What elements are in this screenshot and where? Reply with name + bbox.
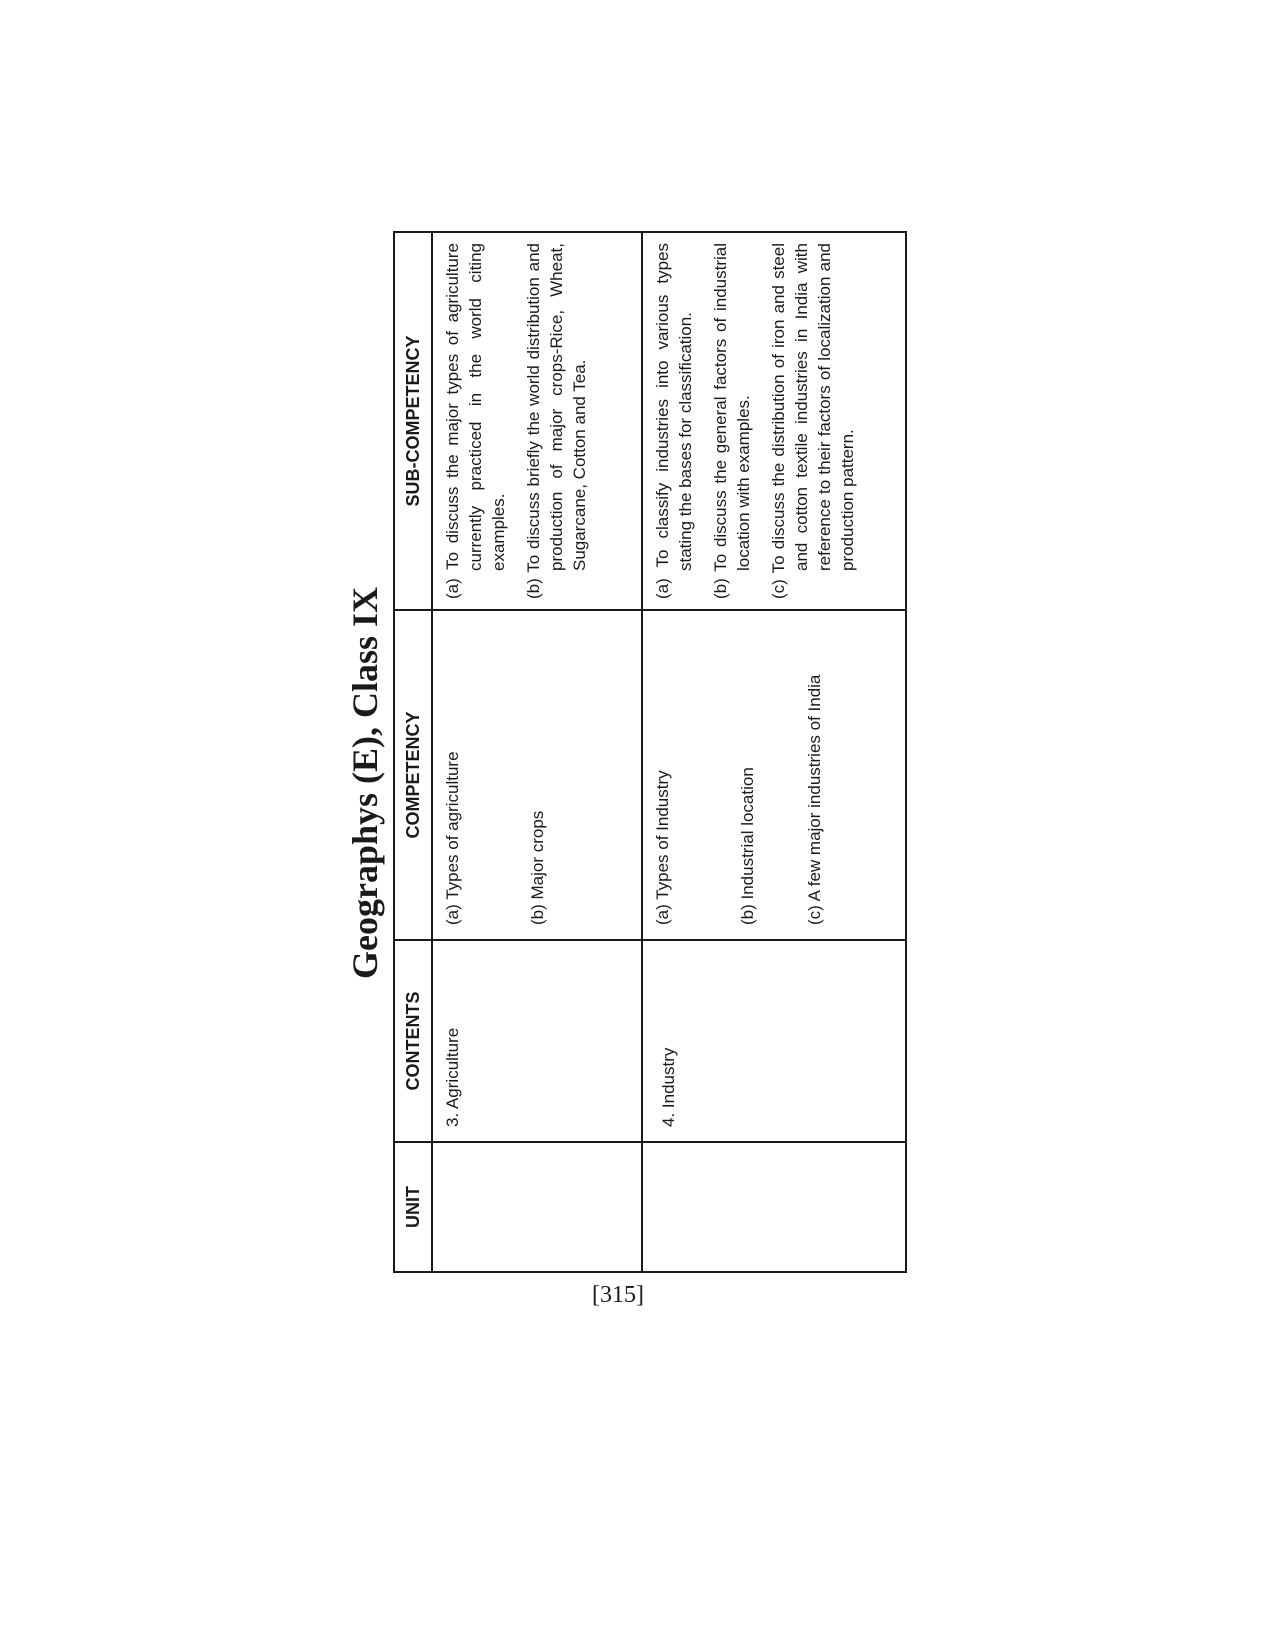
competency-cell (432, 610, 642, 940)
contents-item: 4. Industry (659, 1047, 678, 1127)
contents-cell (432, 940, 642, 1142)
sub-competency-item: (c) To discuss the distribution of iron and steel and cotton textile industries in India with reference to their factors of localization and production pattern. (769, 243, 857, 599)
header-sub-competency: SUB-COMPETENCY (394, 232, 432, 610)
header-contents: CONTENTS (394, 940, 432, 1142)
sub-competency-item: (b) To discuss briefly the world distribution and production of major crops-Rice, Wheat, Sugarcane, Cotton and Tea. (524, 243, 589, 599)
table-header-row (394, 232, 432, 1272)
competency-cell (642, 610, 906, 940)
competency-item: (b) Industrial location (738, 767, 757, 925)
unit-cell (642, 1142, 906, 1272)
table-row (432, 232, 642, 1272)
page-number: [315] (592, 1282, 644, 1308)
sub-competency-cell (642, 232, 906, 610)
sub-competency-item: (a) To classify industries into various types stating the bases for classification. (653, 243, 695, 599)
contents-item: 3. Agriculture (443, 1027, 462, 1127)
table-row (642, 232, 906, 1272)
rotated-page-content (335, 243, 935, 1323)
curriculum-table (393, 231, 907, 1273)
page-title: Geographys (E), Class IX (345, 586, 385, 980)
competency-item: (a) Types of agriculture (443, 751, 462, 925)
sub-competency-cell (432, 232, 642, 610)
competency-item: (a) Types of Industry (653, 770, 672, 925)
sub-competency-item: (a) To discuss the major types of agriculture currently practiced in the world citing examples. (443, 243, 508, 599)
unit-cell (432, 1142, 642, 1272)
header-competency: COMPETENCY (394, 610, 432, 940)
competency-item: (b) Major crops (528, 810, 547, 925)
sub-competency-item: (b) To discuss the general factors of industrial location with examples. (711, 243, 753, 599)
competency-item: (c) A few major industries of India (805, 674, 824, 925)
contents-cell (642, 940, 906, 1142)
header-unit: UNIT (394, 1142, 432, 1272)
